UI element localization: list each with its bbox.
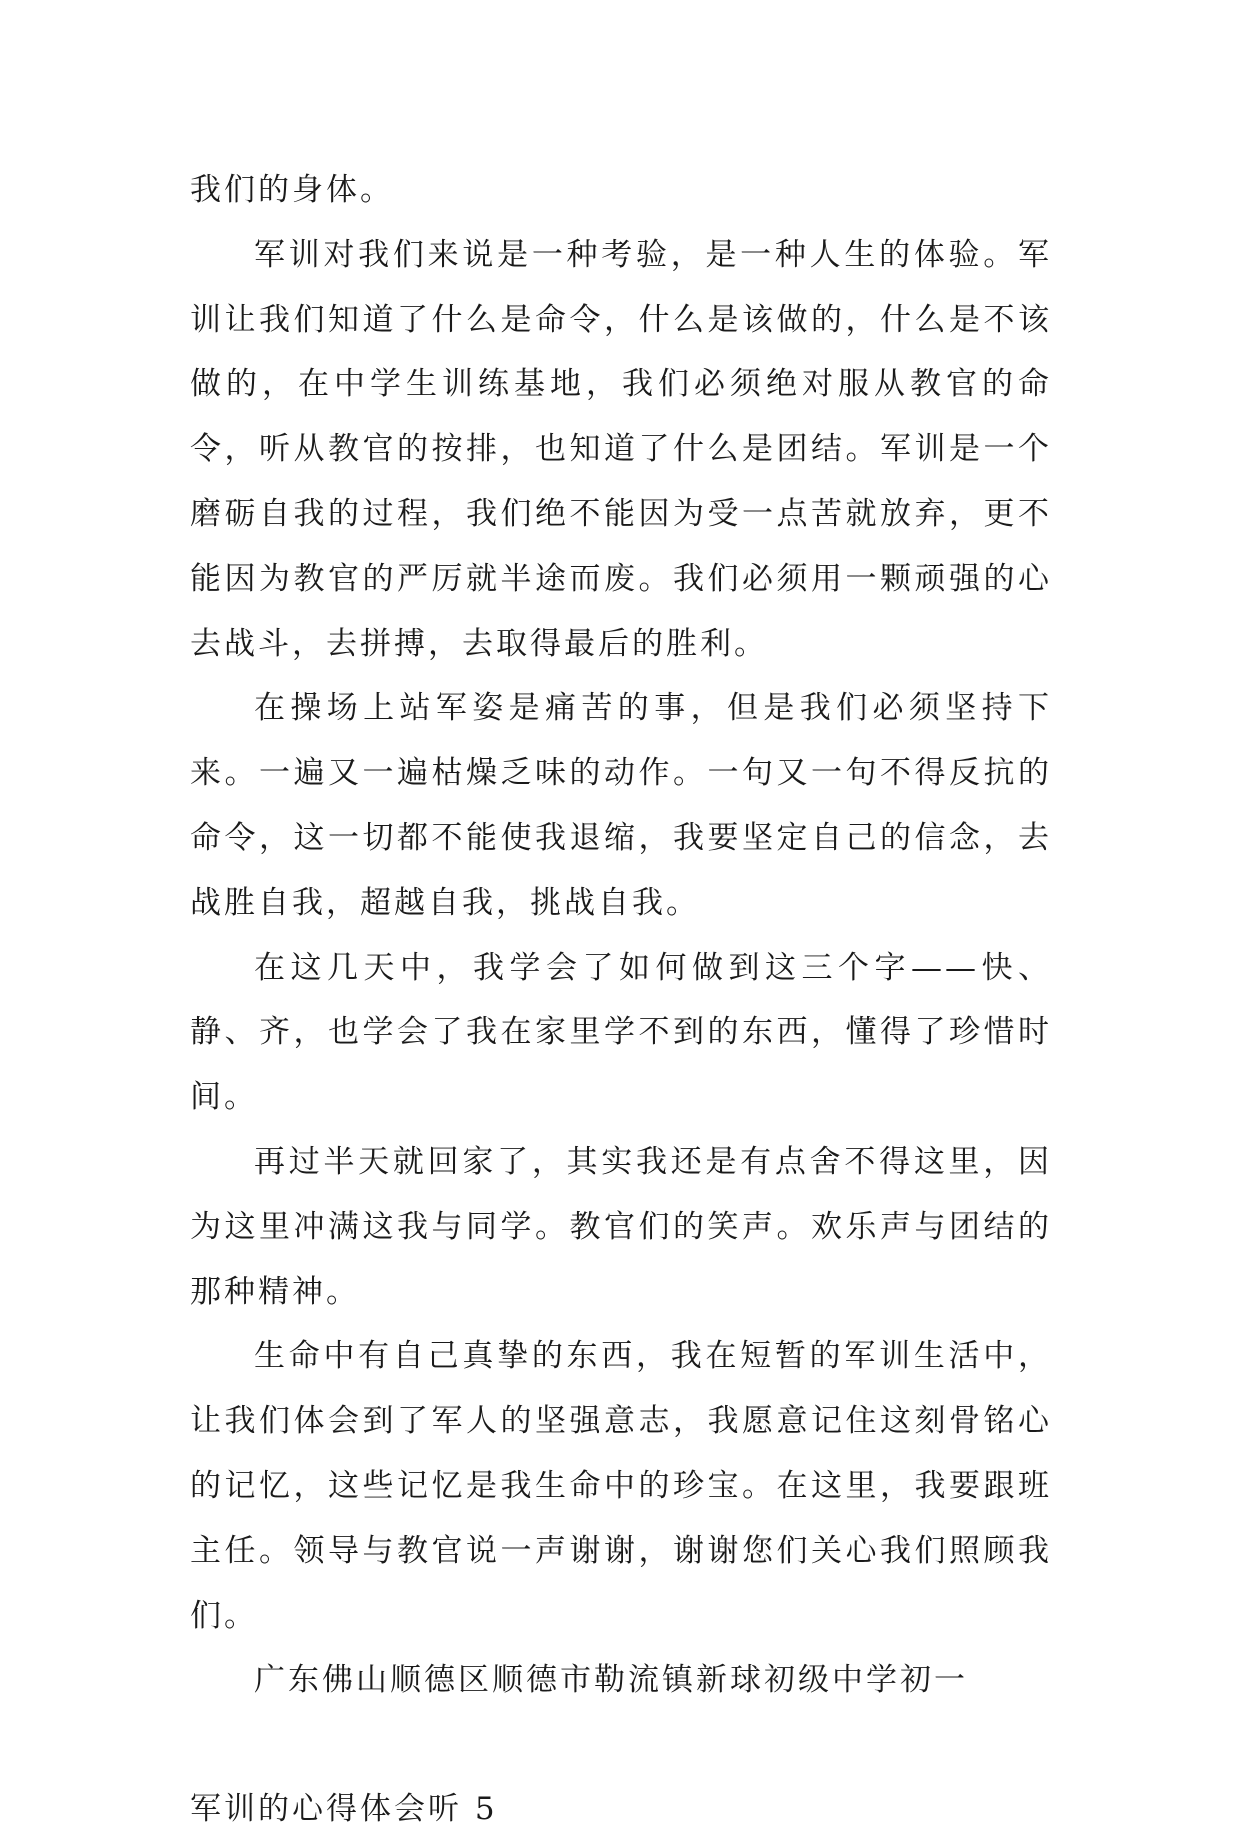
paragraph-3: 在操场上站军姿是痛苦的事，但是我们必须坚持下来。一遍又一遍枯燥乏味的动作。一句又一句不得反抗的命令，这一切都不能使我退缩，我要坚定自己的信念，去战胜自我，超越自我，挑战自我。 (190, 690, 1052, 921)
paragraph-4: 在这几天中，我学会了如何做到这三个字——快、静、齐，也学会了我在家里学不到的东西，懂得了珍惜时间。 (190, 949, 1052, 1116)
paragraph-2: 军训对我们来说是一种考验，是一种人生的体验。军训让我们知道了什么是命令，什么是该做的，什么是不该做的，在中学生训练基地，我们必须绝对服从教官的命令，听从教官的按排，也知道了什么是团结。军训是一个磨砺自我的过程，我们绝不能因为受一点苦就放弃，更不能因为教官的严厉就半途而废。我们必须用一颗顽强的心去战斗，去拼搏，去取得最后的胜利。 (190, 236, 1052, 662)
paragraph-1: 我们的身体。 (190, 172, 394, 208)
section-heading: 军训的心得体会听 5 (190, 1791, 498, 1828)
signature-line: 广东佛山顺德区顺德市勒流镇新球初级中学初一 (254, 1662, 968, 1699)
section-gap (190, 1713, 1052, 1777)
paragraph-5: 再过半天就回家了，其实我还是有点舍不得这里，因为这里冲满这我与同学。教官们的笑声。欢乐声与团结的那种精神。 (190, 1143, 1052, 1310)
paragraph-6: 生命中有自己真挚的东西，我在短暂的军训生活中，让我们体会到了军人的坚强意志，我愿意记住这刻骨铭心的记忆，这些记忆是我生命中的珍宝。在这里，我要跟班主任。领导与教官说一声谢谢，谢谢您们关心我们照顾我们。 (190, 1338, 1052, 1634)
document-body (190, 158, 1052, 1842)
